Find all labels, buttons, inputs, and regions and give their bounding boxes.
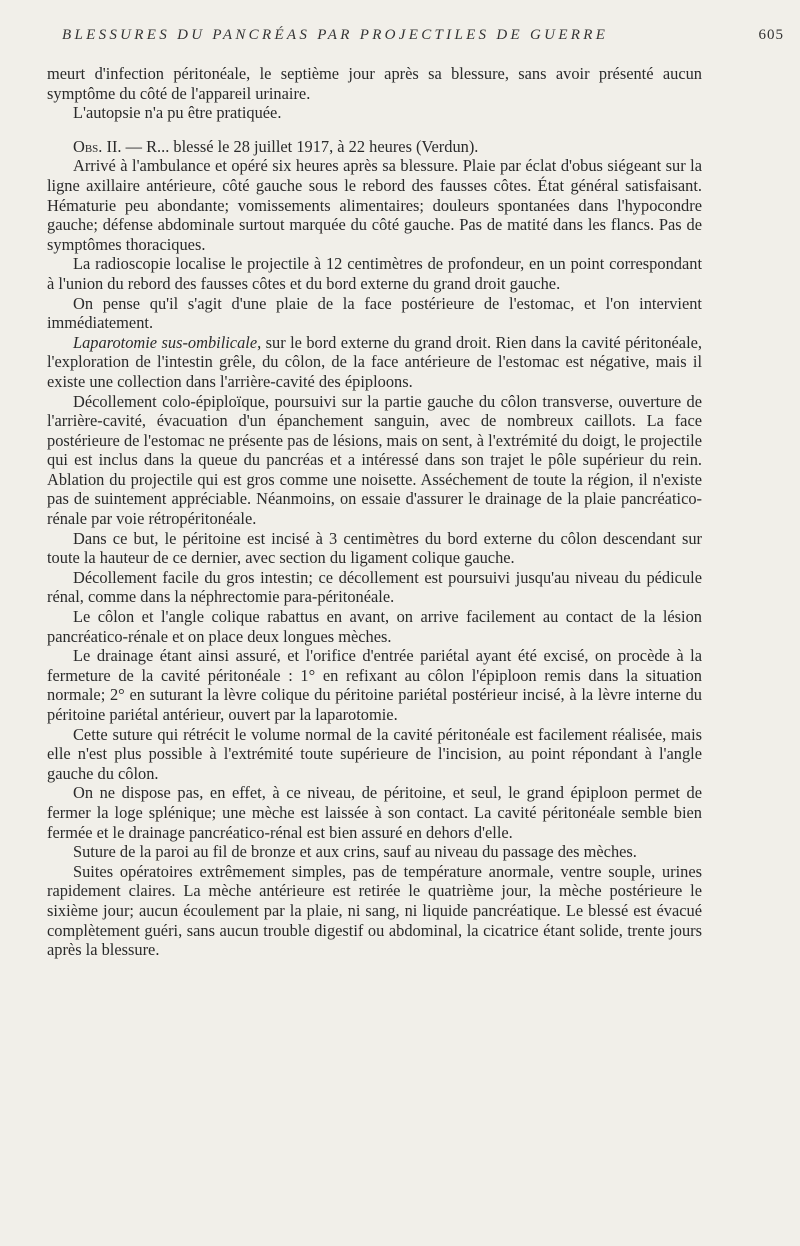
paragraph: On pense qu'il s'agit d'une plaie de la face postérieure de l'estomac, et l'on intervient immédiatement. bbox=[47, 293, 702, 333]
body-text bbox=[47, 64, 702, 960]
observation-label: Obs. II. bbox=[73, 136, 122, 156]
paragraph: L'autopsie n'a pu être pratiquée. bbox=[73, 103, 282, 123]
observation-heading bbox=[47, 137, 702, 157]
paragraph: La radioscopie localise le projectile à 12 centimètres de profondeur, en un point correspondant à l'union du rebord des fausses côtes et du bord externe du grand droit gauche. bbox=[47, 254, 702, 293]
running-header bbox=[47, 20, 784, 50]
paragraph: Cette suture qui rétrécit le volume normal de la cavité péritonéale est facilement réalisée, mais elle n'est plus possible à l'extrémité toute supérieure de l'incision, au point répondant à l'angle gauche du côlon. bbox=[47, 724, 702, 783]
paragraph: meurt d'infection péritonéale, le septième jour après sa blessure, sans avoir présenté aucun symptôme du côté de l'appareil urinaire. bbox=[47, 64, 702, 103]
running-title: BLESSURES DU PANCRÉAS PAR PROJECTILES DE GUERRE bbox=[62, 27, 609, 43]
paragraph: Le drainage étant ainsi assuré, et l'orifice d'entrée pariétal ayant été excisé, on procède à la fermeture de la cavité péritonéale : 1° en refixant au côlon l'épiploon remis dans la situation normale; 2° en suturant la lèvre colique du péritoine pariétal postérieur incisé, à la lèvre interne du péritoine pariétal antérieur, ouvert par la laparotomie. bbox=[47, 646, 702, 724]
page-number: 605 bbox=[758, 27, 784, 43]
paragraph: Suites opératoires extrêmement simples, pas de température anormale, ventre souple, urines rapidement claires. La mèche antérieure est retirée le quatrième jour, la mèche postérieure le sixième jour; aucun écoulement par la plaie, ni sang, ni liquide pancréatique. Le blessé est évacué complètement guéri, sans aucun trouble digestif ou abdominal, la cicatrice étant solide, trente jours après la blessure. bbox=[47, 861, 702, 960]
paragraph: Suture de la paroi au fil de bronze et aux crins, sauf au niveau du passage des mèches. bbox=[73, 842, 637, 862]
procedure-name: Laparotomie sus-ombilicale bbox=[73, 332, 258, 352]
paragraph-text: , sur le bord externe du grand droit. Rien dans la cavité péritonéale, l'exploration de l'intestin grêle, du côlon, de la face antérieure de l'estomac est négative, mais il existe une collection dans l'arrière-cavité des épiploons. bbox=[47, 332, 703, 391]
paragraph: On ne dispose pas, en effet, à ce niveau, de péritoine, et seul, le grand épiploon permet de fermer la loge splénique; une mèche est laissée à son contact. La cavité péritonéale semble bien fermée et le drainage pancréatico-rénal est bien assuré en dehors d'elle. bbox=[47, 783, 702, 842]
paragraph: Arrivé à l'ambulance et opéré six heures après sa blessure. Plaie par éclat d'obus siégeant sur la ligne axillaire antérieure, côté gauche sous le rebord des fausses côtes. État général satisfaisant. Hématurie peu abondante; vomissements alimentaires; douleurs spontanées dans l'hypocondre gauche; défense abdominale surtout marquée du côté gauche. Pas de matité dans les flancs. Pas de symptômes thoraciques. bbox=[47, 156, 702, 254]
paragraph: Décollement facile du gros intestin; ce décollement est poursuivi jusqu'au niveau du pédicule rénal, comme dans la néphrectomie para-péritonéale. bbox=[47, 567, 702, 607]
paragraph: Décollement colo-épiploïque, poursuivi sur la partie gauche du côlon transverse, ouverture de l'arrière-cavité, évacuation d'un épanchement sanguin, avec de nombreux caillots. La face postérieure de l'estomac ne présente pas de lésions, mais on sent, à l'extrémité du doigt, le projectile qui est inclus dans la queue du pancréas et a intéressé dans son trajet le pôle supérieur du rein. Ablation du projectile qui est gros comme une noisette. Asséchement de toute la région, il n'existe pas de suintement appréciable. Néanmoins, on essaie d'assurer le drainage de la plaie pancréatico-rénale par voie rétropéritonéale. bbox=[47, 391, 702, 529]
paragraph: Dans ce but, le péritoine est incisé à 3 centimètres du bord externe du côlon descendant sur toute la hauteur de ce dernier, avec section du ligament colique gauche. bbox=[47, 528, 702, 568]
paragraph: Le côlon et l'angle colique rabattus en avant, on arrive facilement au contact de la lésion pancréatico-rénale et on place deux longues mèches. bbox=[47, 607, 702, 646]
observation-text: — R... blessé le 28 juillet 1917, à 22 heures (Verdun). bbox=[121, 136, 479, 156]
paragraph bbox=[47, 333, 702, 392]
